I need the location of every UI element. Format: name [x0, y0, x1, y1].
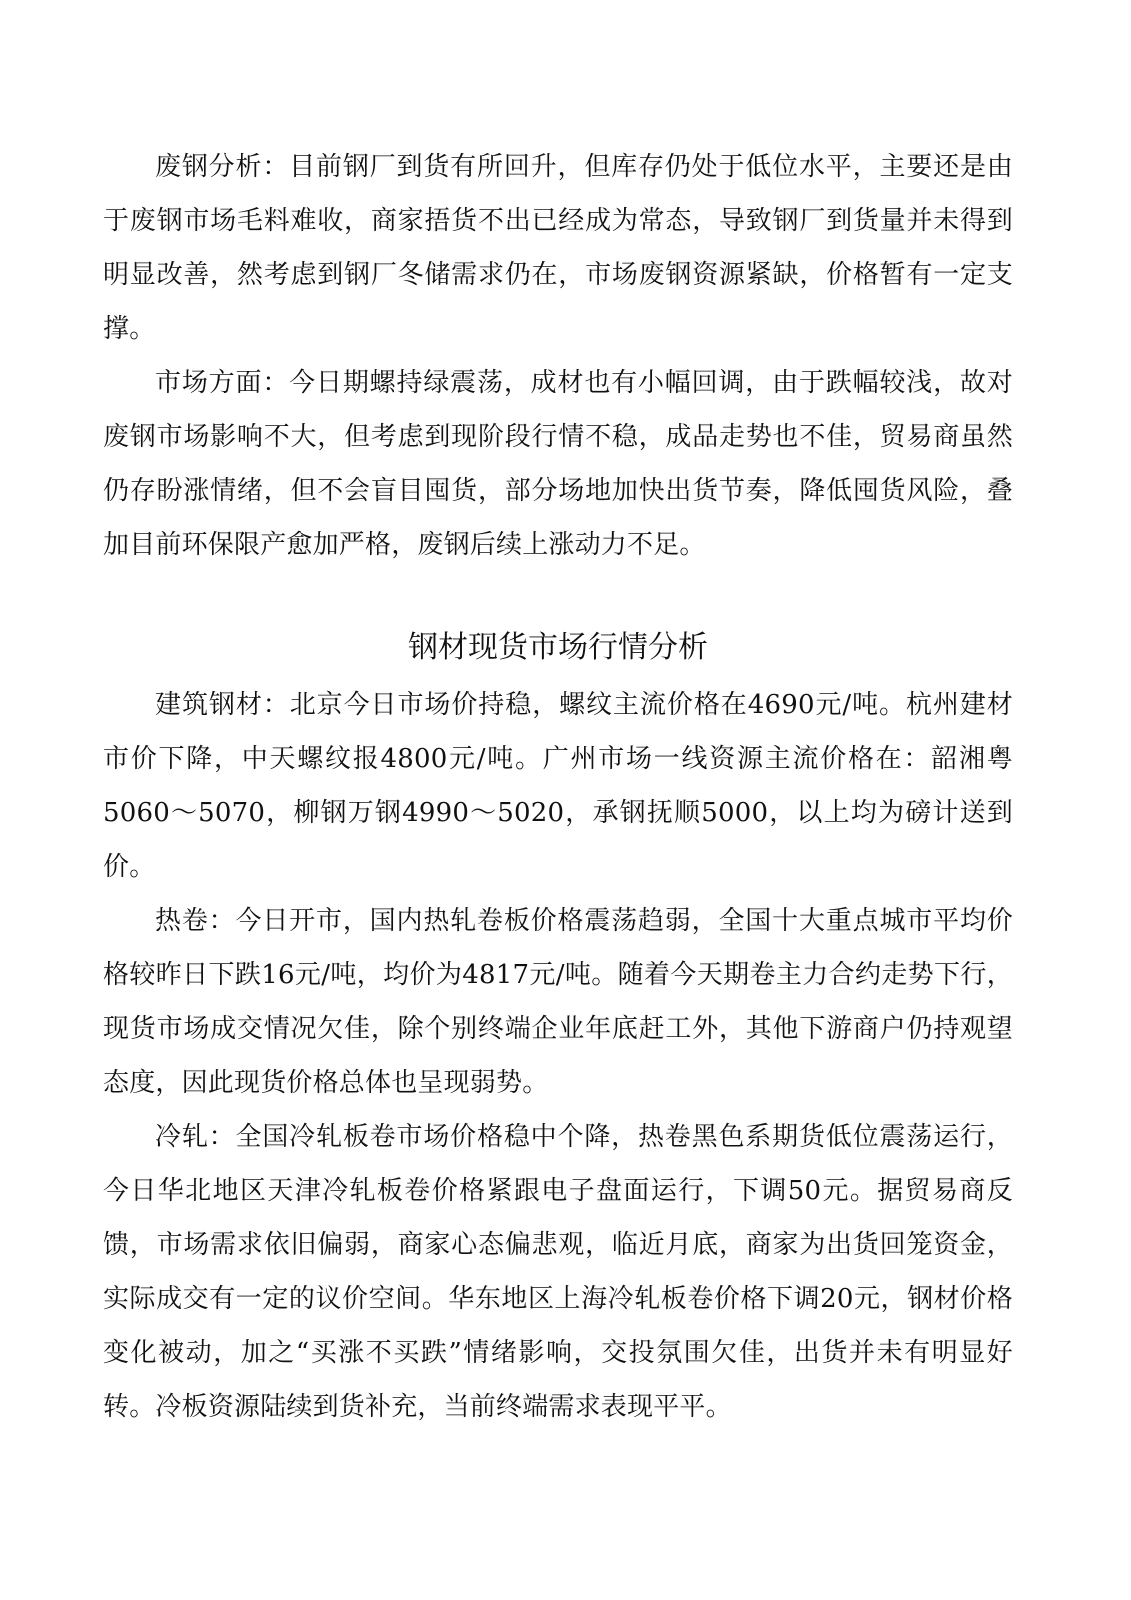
paragraph-cold-rolled: 冷轧：全国冷轧板卷市场价格稳中个降，热卷黑色系期货低位震荡运行，今日华北地区天津冷轧板卷价格紧跟电子盘面运行，下调50元。据贸易商反馈，市场需求依旧偏弱，商家心态偏悲观，临近月底，商家为出货回笼资金，实际成交有一定的议价空间。华东地区上海冷轧板卷价格下调20元，钢材价格变化被动，加之“买涨不买跌”情绪影响，交投氛围欠佳，出货并未有明显好转。冷板资源陆续到货补充，当前终端需求表现平平。 — [103, 1122, 1013, 1422]
paragraph-construction-steel: 建筑钢材：北京今日市场价持稳，螺纹主流价格在4690元/吨。杭州建材市价下降，中天螺纹报4800元/吨。广州市场一线资源主流价格在：韶湘粤5060～5070，柳钢万钢4990～5020，承钢抚顺5000，以上均为磅计送到价。 — [103, 690, 1013, 882]
paragraph-scrap-steel-analysis: 废钢分析：目前钢厂到货有所回升，但库存仍处于低位水平，主要还是由于废钢市场毛料难收，商家捂货不出已经成为常态，导致钢厂到货量并未得到明显改善，然考虑到钢厂冬储需求仍在，市场废钢资源紧缺，价格暂有一定支撑。 — [103, 152, 1013, 344]
document-page — [103, 140, 1013, 1434]
section-spacer — [103, 572, 1013, 618]
paragraph-hot-rolled-coil: 热卷：今日开市，国内热轧卷板价格震荡趋弱，全国十大重点城市平均价格较昨日下跌16元/吨，均价为4817元/吨。随着今天期卷主力合约走势下行，现货市场成交情况欠佳，除个别终端企业年底赶工外，其他下游商户仍持观望态度，因此现货价格总体也呈现弱势。 — [103, 906, 1013, 1098]
paragraph-market-aspect: 市场方面：今日期螺持绿震荡，成材也有小幅回调，由于跌幅较浅，故对废钢市场影响不大，但考虑到现阶段行情不稳，成品走势也不佳，贸易商虽然仍存盼涨情绪，但不会盲目囤货，部分场地加快出货节奏，降低囤货风险，叠加目前环保限产愈加严格，废钢后续上涨动力不足。 — [103, 368, 1013, 560]
section-title: 钢材现货市场行情分析 — [408, 630, 708, 665]
